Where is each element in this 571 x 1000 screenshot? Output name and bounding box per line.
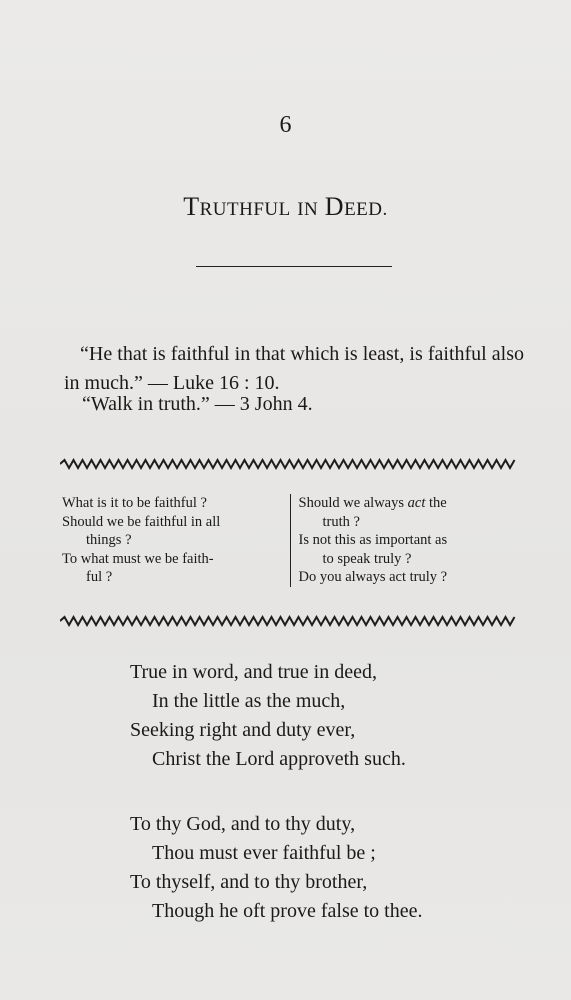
wavy-line-top xyxy=(60,460,515,468)
wavy-divider-top xyxy=(60,458,518,470)
wavy-divider-bottom xyxy=(60,615,518,627)
questions-right-column xyxy=(291,494,521,587)
question-line xyxy=(299,494,521,513)
question-line: to speak truly ? xyxy=(322,550,412,567)
verse-line: Though he oft prove false to thee. xyxy=(152,900,423,922)
emphasis-act: act xyxy=(407,495,426,511)
question-line: things ? xyxy=(86,532,132,548)
question-line: ful ? xyxy=(86,569,113,585)
question-text: the xyxy=(425,495,447,511)
verse-line: Seeking right and duty ever, xyxy=(130,719,356,741)
questions-left-column xyxy=(62,494,291,587)
question-line: truth ? xyxy=(322,513,360,530)
verse-line: In the little as the much, xyxy=(152,690,346,712)
questions-box xyxy=(62,494,520,587)
chapter-title xyxy=(0,192,571,222)
question-text: Should we always xyxy=(298,495,408,511)
verse-line: To thy God, and to thy duty, xyxy=(130,813,356,835)
title-initial-3: D xyxy=(324,192,345,221)
question-line: Is not this as important as xyxy=(298,532,448,548)
scripture-quote-luke: “He that is faithful in that which is least, is faithful also in much.” — Luke 16 : 10. xyxy=(64,343,524,394)
verse-line: To thyself, and to thy brother, xyxy=(130,871,368,893)
scripture-quote-john: “Walk in truth.” — 3 John 4. xyxy=(82,393,313,415)
verse-line: Christ the Lord approveth such. xyxy=(152,748,406,770)
title-divider-rule xyxy=(196,266,392,267)
question-line: What is it to be faithful ? xyxy=(62,495,207,511)
verse-stanza-2 xyxy=(130,810,490,926)
title-rest-3: EED. xyxy=(344,199,388,220)
verse-stanza-1 xyxy=(130,658,490,774)
wavy-line-bottom xyxy=(60,617,515,625)
title-initial-1: T xyxy=(183,192,200,221)
question-line: Do you always act truly ? xyxy=(298,569,448,585)
question-line: Should we be faithful in all xyxy=(62,513,221,530)
page-number: 6 xyxy=(279,112,292,138)
verse-line: Thou must ever faithful be ; xyxy=(152,842,376,864)
verse-line: True in word, and true in deed, xyxy=(130,661,377,683)
question-line: To what must we be faith- xyxy=(62,550,214,567)
title-rest-1: RUTHFUL xyxy=(199,199,291,220)
title-word-2: IN xyxy=(297,199,319,220)
